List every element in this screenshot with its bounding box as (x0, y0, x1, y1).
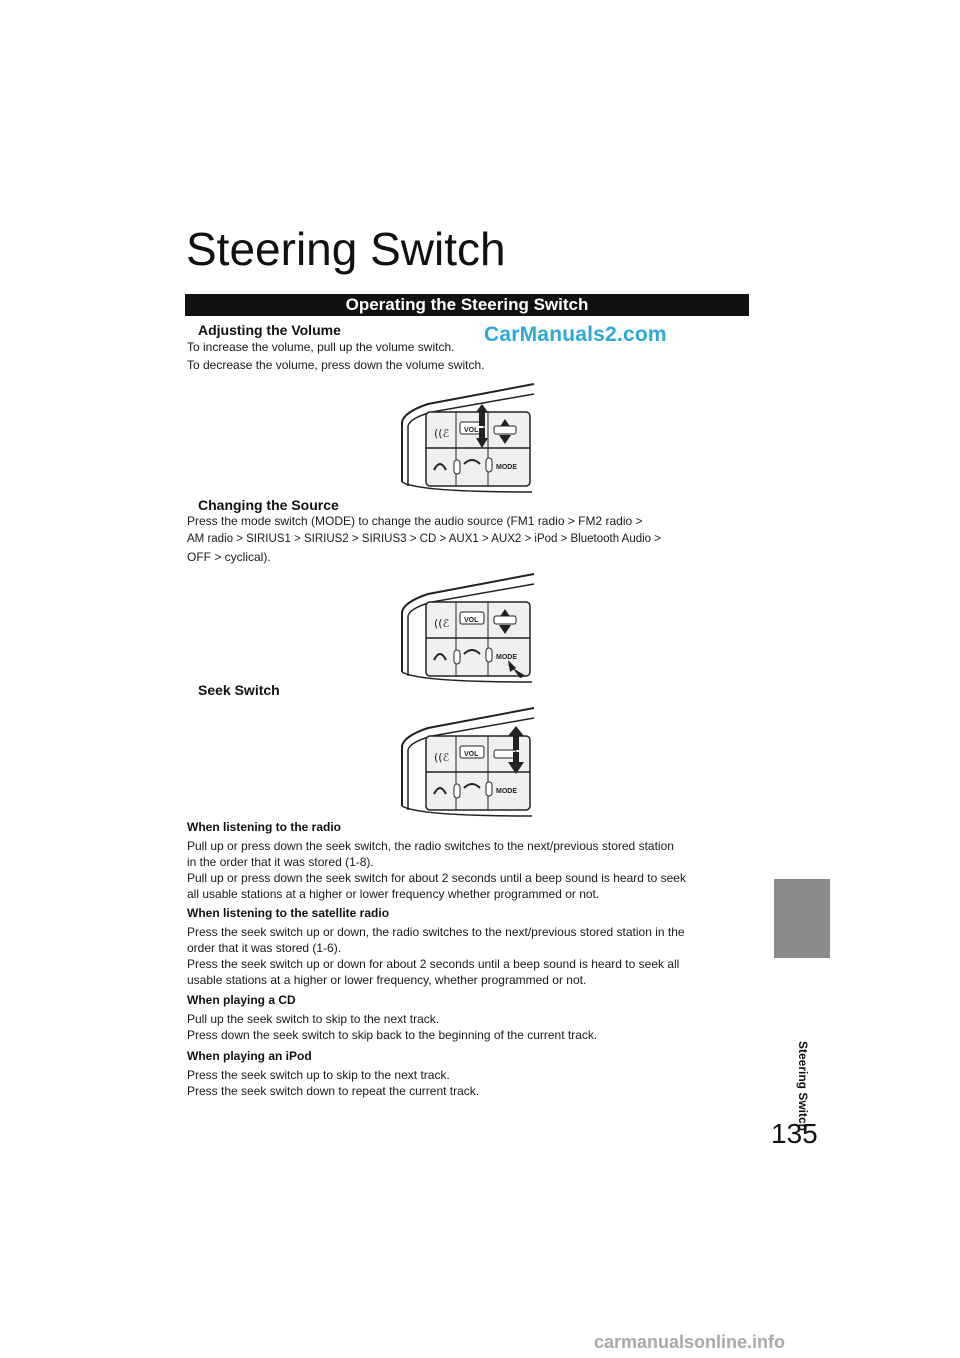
section-header: Operating the Steering Switch (185, 294, 749, 316)
volume-text-1: To increase the volume, pull up the volume switch. (187, 340, 455, 354)
satellite-text-3: Press the seek switch up or down for about 2 seconds until a beep sound is heard to seek all (187, 957, 680, 971)
cd-subhead: When playing a CD (187, 993, 296, 1007)
ipod-text-2: Press the seek switch down to repeat the current track. (187, 1084, 480, 1098)
chapter-tab-label: Steering Switch (796, 1040, 810, 1132)
satellite-text-4: usable stations at a higher or lower frequency, whether programmed or not. (187, 973, 587, 987)
volume-switch-illustration (398, 382, 538, 494)
svg-text:MODE: MODE (496, 464, 517, 471)
cd-text-1: Pull up the seek switch to skip to the next track. (187, 1012, 440, 1026)
volume-heading: Adjusting the Volume (198, 322, 341, 338)
svg-text:VOL: VOL (464, 427, 479, 434)
ipod-subhead: When playing an iPod (187, 1049, 312, 1063)
watermark-bottom: carmanualsonline.info (594, 1332, 786, 1352)
svg-text:VOL: VOL (464, 617, 479, 624)
satellite-subhead: When listening to the satellite radio (187, 906, 390, 920)
page-title: Steering Switch (186, 223, 506, 275)
radio-text-1: Pull up or press down the seek switch, the radio switches to the next/previous stored station (187, 839, 674, 853)
seek-switch-illustration (398, 706, 538, 818)
radio-subhead: When listening to the radio (187, 820, 341, 834)
satellite-text-2: order that it was stored (1-6). (187, 941, 342, 955)
volume-text-2: To decrease the volume, press down the volume switch. (187, 358, 485, 372)
watermark-top: CarManuals2.com (484, 323, 667, 346)
svg-text:MODE: MODE (496, 788, 517, 795)
svg-text:((ℰ: ((ℰ (434, 617, 450, 630)
svg-text:((ℰ: ((ℰ (434, 751, 450, 764)
radio-text-3: Pull up or press down the seek switch for about 2 seconds until a beep sound is heard to seek (187, 871, 686, 885)
voice-icon: ((ℰ (434, 427, 450, 440)
chapter-tab (774, 879, 830, 958)
svg-text:MODE: MODE (496, 654, 517, 661)
source-text-3: OFF > cyclical). (187, 550, 271, 564)
svg-text:VOL: VOL (464, 751, 479, 758)
radio-text-2: in the order that it was stored (1-8). (187, 855, 374, 869)
radio-text-4: all usable stations at a higher or lower frequency whether programmed or not. (187, 887, 600, 901)
source-heading: Changing the Source (198, 497, 339, 513)
cd-text-2: Press down the seek switch to skip back to the beginning of the current track. (187, 1028, 598, 1042)
ipod-text-1: Press the seek switch up to skip to the next track. (187, 1068, 450, 1082)
seek-heading: Seek Switch (198, 682, 280, 698)
source-text-1: Press the mode switch (MODE) to change the audio source (FM1 radio > FM2 radio > (187, 514, 643, 528)
mode-switch-illustration (398, 572, 538, 684)
satellite-text-1: Press the seek switch up or down, the radio switches to the next/previous stored station in the (187, 925, 685, 939)
source-text-2: AM radio > SIRIUS1 > SIRIUS2 > SIRIUS3 > CD > AUX1 > AUX2 > iPod > Bluetooth Audio > (187, 533, 661, 545)
page-number: 135 (771, 1118, 818, 1149)
